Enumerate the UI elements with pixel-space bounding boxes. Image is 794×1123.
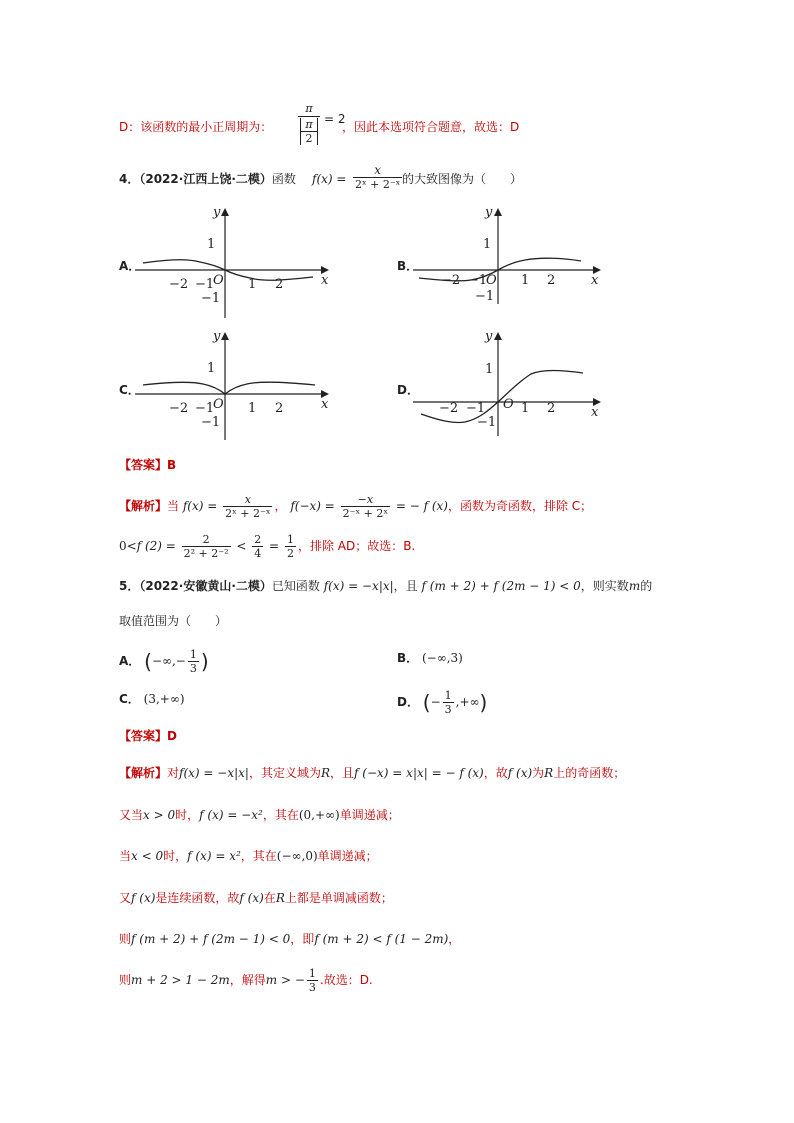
q4-stem-a: 函数 [271,172,296,186]
q4-stem [119,170,296,188]
q4-fraction [353,163,402,192]
prev-frac-num: π [298,102,320,117]
prev-frac-inner-den: 2 [305,132,313,145]
q4-b-xtick: −1 [468,273,488,288]
q5-stem-line1: 5．（2022·安徽黄山·二模）已知函数 f(x) = −x|x|，且 f (m + 2) + f (2m − 1) < 0，则实数m的 [119,579,653,593]
q5-analysis-line1: 【解析】对f(x) = −x|x|，其定义域为R，且f (−x) = x|x| = − f (x)，故f (x)为R上的奇函数； [119,766,626,780]
q4-d-ytick: 1 [485,362,494,377]
q5-option-a: A． (−∞,− $\frac{1}{3}$ ) [119,648,209,675]
q4-b-origin: O [486,273,497,288]
prev-frac-inner-num: π [301,118,317,132]
q4-c-ylabel: y [213,329,221,344]
q4-c-xtick: −1 [195,401,215,416]
q4-frac-den: 2ˣ + 2⁻ˣ [355,178,401,191]
q4-graph-c [135,324,345,447]
q4-b-xlabel: x [591,273,599,288]
q4-d-xlabel: x [591,405,599,420]
q4-graph-a [135,200,345,323]
prev-equals: = 2 [324,112,346,126]
prev-answer-line [119,118,272,136]
q4-analysis-frac2: $\frac{-x}{\text{2⁻ˣ + 2ˣ}}$ [342,493,388,520]
q5-number: 5． [119,579,140,593]
q5-option-d: D． (− $\frac{1}{3}$ ,+∞) [397,689,488,716]
q4-fx: f(x) = [312,172,347,186]
q4-c-xlabel: x [321,397,329,412]
q5-analysis-line3: 当x < 0时，f (x) = x²，其在(−∞,0)单调递减； [119,849,378,863]
q4-a-xlabel: x [321,273,329,288]
q4-d-xtick: 2 [547,401,556,416]
q5-analysis-line5: 则f (m + 2) + f (2m − 1) < 0，即f (m + 2) < f (1 − 2m)， [119,932,461,946]
q4-a-xtick: 2 [275,277,284,292]
q4-stem-b: 的大致图像为（ ） [402,172,523,186]
q4-d-ytick: −1 [477,415,497,430]
q4-c-xtick: 1 [248,401,257,416]
q5-source: （2022·安徽黄山·二模） [139,579,272,593]
q4-graph-b [413,200,613,323]
q4-b-ylabel: y [485,205,493,220]
q5-option-b: B． (−∞,3) [397,651,463,665]
prev-answer-suffix: ，因此本选项符合题意，故选：D [342,120,520,134]
q5-analysis-line6: 则m + 2 > 1 − 2m，解得m > − $\frac{1}{3}$ .故选：D. [119,967,373,994]
q4-option-d-label: D． [397,383,419,397]
prev-answer-prefix: D：该函数的最小正周期为： [119,120,273,134]
q4-option-c-label: C． [119,383,140,397]
q4-b-xtick: 1 [521,273,530,288]
q4-answer-value: B [167,458,177,472]
q4-number: 4． [119,172,140,186]
q4-option-a-label: A． [119,259,141,273]
q4-a-xtick: 1 [248,277,257,292]
q4-option-b-label: B． [397,259,419,273]
q5-analysis-line4: 又f (x)是连续函数，故f (x)在R上都是单调减函数； [119,891,393,905]
q4-a-origin: O [213,273,224,288]
q4-a-ytick: 1 [207,237,216,252]
q5-stem-line2: 取值范围为（ ） [119,614,228,628]
q4-graph-d [413,324,613,447]
q4-c-curve [143,382,315,394]
q4-answer [119,456,176,474]
q4-c-ytick: 1 [207,361,216,376]
q4-a-xtick: −2 [169,277,189,292]
q4-c-xtick: −2 [169,401,189,416]
q4-analysis-frac1: $\frac{x}{\text{2ˣ + 2⁻ˣ}}$ [225,493,271,520]
prev-frac-abs [300,118,318,145]
q4-b-xtick: 2 [547,273,556,288]
q4-a-ytick: −1 [201,291,221,306]
q4-c-origin: O [213,397,224,412]
q4-b-xtick: −2 [441,273,461,288]
q4-analysis-line1: 【解析】当 f(x) = $\frac{x}{\text{2ˣ + 2⁻ˣ}}$ ， f(−x) = $\frac{-x}{\text{2⁻ˣ + 2ˣ}}$ = − f (x)，函数为奇函数，排除 C； [119,493,593,520]
q4-b-ytick: −1 [475,289,495,304]
q4-d-xtick: −2 [439,401,459,416]
q4-source: （2022·江西上饶·二模） [139,172,272,186]
q4-answer-tag: 【答案】 [119,458,168,472]
q4-a-xtick: −1 [195,277,215,292]
q4-b-ytick: 1 [483,237,492,252]
q4-d-origin: O [503,397,514,412]
q4-c-ytick: −1 [201,415,221,430]
q4-d-xtick: −1 [466,401,486,416]
q4-frac-num: x [353,163,402,178]
q4-d-ylabel: y [485,329,493,344]
q5-answer: 【答案】D [119,729,177,743]
q4-analysis-line2: 0<f (2) = $\frac{2}{\text{2² + 2⁻²}}$ < $\frac{2}{4}$ = $\frac{1}{2}$ ，排除 AD；故选：B. [119,533,416,560]
q4-a-ylabel: y [213,205,221,220]
q4-c-xtick: 2 [275,401,284,416]
q5-analysis-line2: 又当x > 0时，f (x) = −x²，其在(0,+∞)单调递减； [119,808,400,822]
q5-option-c: C． (3,+∞) [119,692,185,706]
prev-answer-fraction [298,102,320,145]
q4-d-xtick: 1 [521,401,530,416]
